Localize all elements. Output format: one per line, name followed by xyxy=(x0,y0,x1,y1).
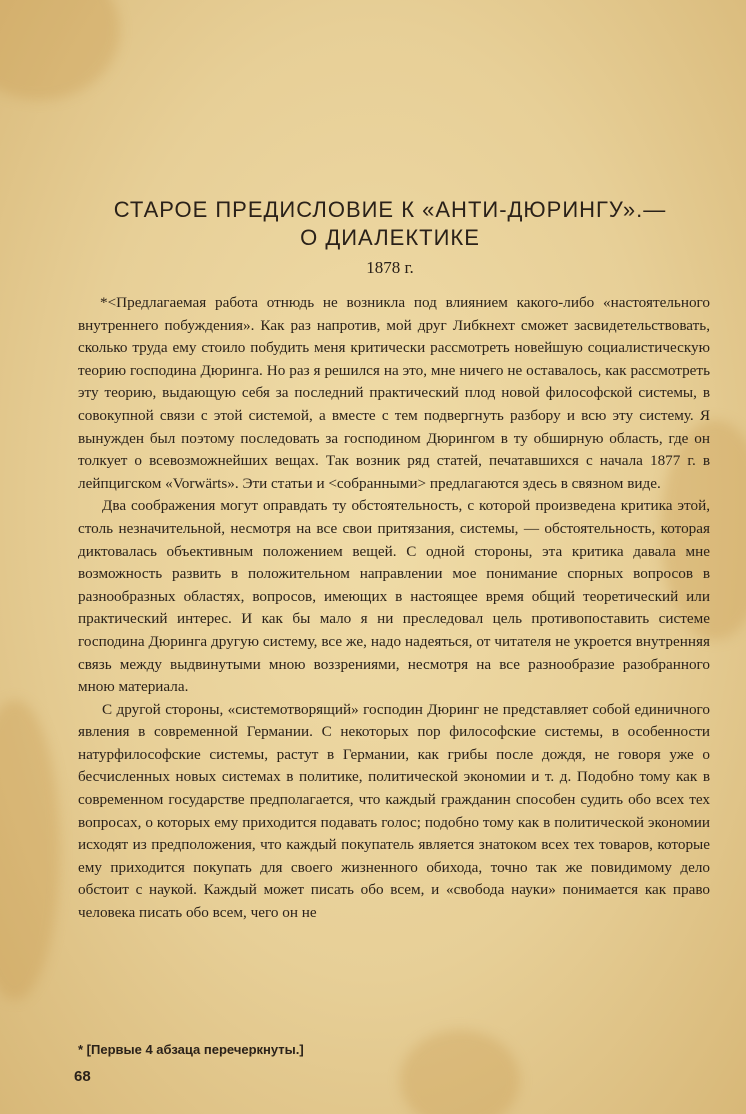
page-number: 68 xyxy=(74,1068,91,1085)
chapter-title-line-1: СТАРОЕ ПРЕДИСЛОВИЕ К «АНТИ-ДЮРИНГУ».— xyxy=(113,197,667,222)
paper-stain xyxy=(400,1030,520,1114)
paragraph: *<Предлагаемая работа отнюдь не возникла под влиянием какого-либо «настоятельного внутреннего побуждения». Как раз напротив, мой друг Либкнехт сможет засвидетельствовать, сколько труда ему стоило побудить меня критически рассмотреть новейшую социалистическую теорию господина Дюринга. Но раз я решился на это, мне ничего не оставалось, как рассмотреть эту теорию, выдающую себя за последний практический плод новой философской системы, в совокупной связи с этой системой, а вместе с тем подвергнуть разбору и всю эту систему. Я вынужден был поэтому последовать за господином Дюрингом в ту обширную область, где он толкует о всевозможнейших вещах. Так возник ряд статей, печатавшихся с начала 1877 г. в лейпцигском «Vorwärts». Эти статьи и <собранными> предлагаются здесь в связном виде. xyxy=(78,294,710,492)
chapter-year: 1878 г. xyxy=(366,258,414,277)
paragraph: С другой стороны, «системотворящий» господин Дюринг не представляет собой единичного явления в современной Германии. С некоторых пор философские системы, в особенности натурфилософские системы, растут в Германии, как грибы после дождя, не говоря уже о бесчисленных новых системах в политике, политической экономии и т. д. Подобно тому как в современном государстве предполагается, что каждый гражданин способен судить обо всех тех вопросах, о которых ему приходится подавать голос; подобно тому как в политической экономии исходят из предположения, что каждый покупатель является знатоком всех тех товаров, которые ему приходится покупать для своего жизненного обихода, точно так же повидимому дело обстоит с наукой. Каждый может писать обо всем, и «свобода науки» понимается как право человека писать обо всем, чего он не xyxy=(78,700,710,922)
paper-stain xyxy=(0,700,60,1000)
footnote: * [Первые 4 абзаца перечеркнуты.] xyxy=(78,1042,304,1057)
paper-stain xyxy=(0,0,120,100)
paragraph: Два соображения могут оправдать ту обстоятельность, с которой произведена критика этой, столь незначительной, несмотря на все свои притязания, системы, — обстоятельность, которая диктовалась объективным положением вещей. С одной стороны, эта критика давала мне возможность развить в положительном направлении мое понимание спорных вопросов в разнообразных областях, вопросов, имеющих в настоящее время общий теоретический или практический интерес. И как бы мало я ни преследовал цель противопоставить системе господина Дюринга другую систему, все же, надо надеяться, от читателя не укроется внутренняя связь между выдвинутыми мною воззрениями, несмотря на все разнообразие разобранного мною материала. xyxy=(78,497,710,696)
body-text xyxy=(78,292,710,925)
chapter-title-line-2: О ДИАЛЕКТИКЕ xyxy=(300,225,480,250)
